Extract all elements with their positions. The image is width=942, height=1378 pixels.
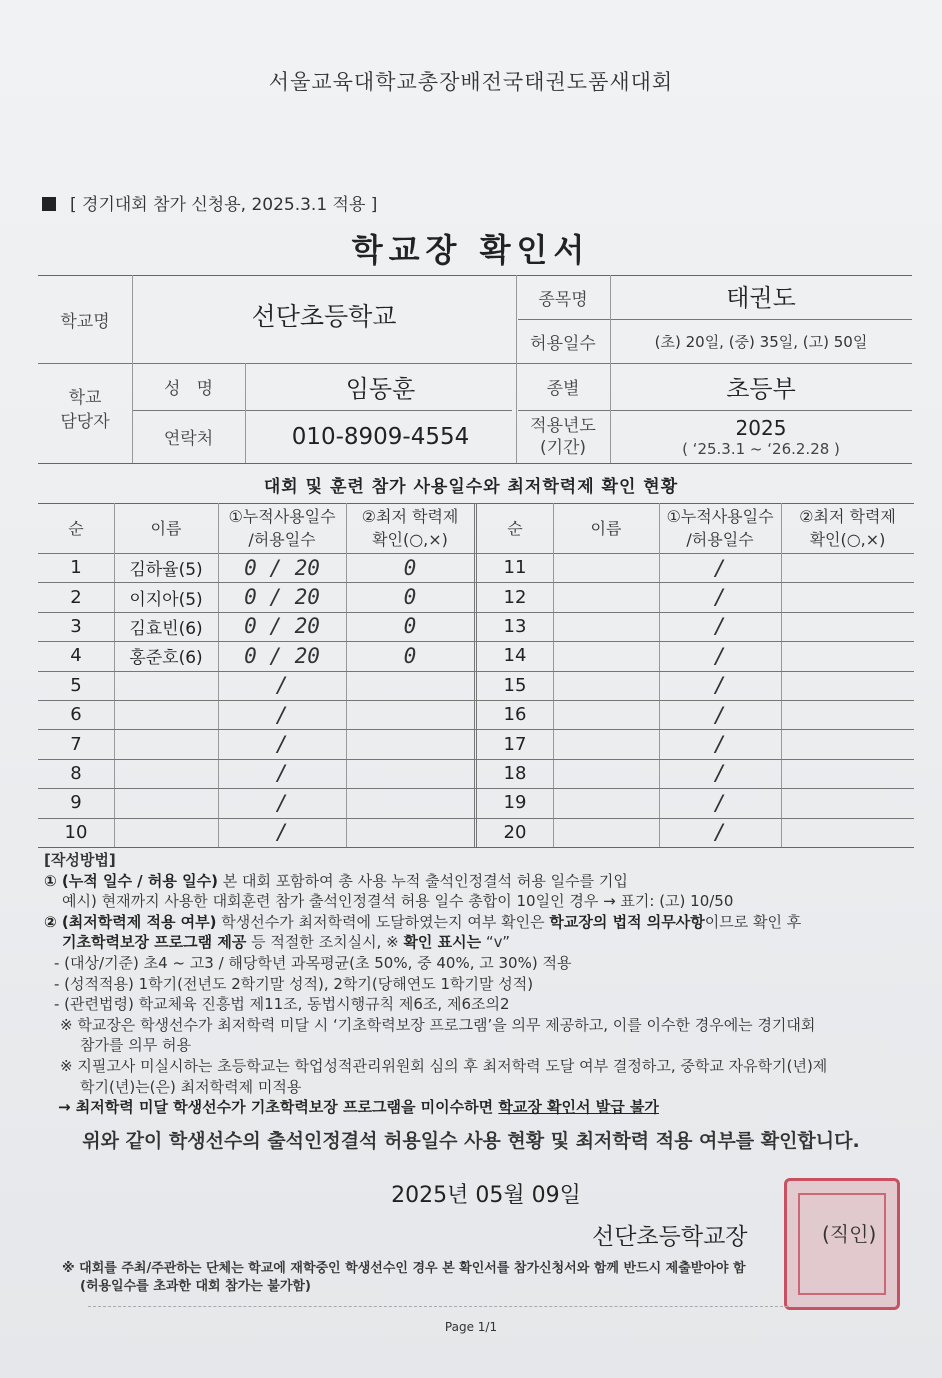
note-grades: - (성적적용) 1학기(전년도 2학기말 성적), 2학기(당해연도 1학기말 성적) xyxy=(54,974,534,993)
right-row-1-name xyxy=(553,553,659,582)
right-row-10-no: 20 xyxy=(503,821,527,843)
right-row-7-days: / xyxy=(713,732,727,757)
right-row-7-name xyxy=(553,729,659,758)
right-row-1-check xyxy=(781,553,914,582)
right-row-8-days: / xyxy=(713,761,727,786)
left-row-1-check: 0 xyxy=(403,555,417,580)
note2-bold: ② (최저학력제 적용 여부) xyxy=(44,912,217,931)
contact-value: 010-8909-4554 xyxy=(291,423,470,450)
note1-bold: ① (누적 일수 / 허용 일수) xyxy=(44,871,218,890)
left-row-6-no: 6 xyxy=(70,704,82,726)
right-row-9-days: / xyxy=(713,790,727,815)
right-row-9-no: 19 xyxy=(503,792,527,814)
left-row-10-name xyxy=(114,818,218,847)
note-exam-a: ※ 지필고사 미실시하는 초등학교는 학업성적관리위원회 심의 후 최저학력 도달 여부 결정하고, 중학교 자유학기(년)제 xyxy=(60,1056,828,1075)
seal-label: (직인) xyxy=(822,1222,877,1246)
left-row-6-days: / xyxy=(275,702,289,727)
left-row-8-days: / xyxy=(275,761,289,786)
left-row-4-name: 홍준호(6) xyxy=(129,648,203,669)
left-row-3-days: 0 / 20 xyxy=(244,614,320,639)
school-name-label: 학교명 xyxy=(60,311,110,332)
header-no: 순 xyxy=(68,518,84,538)
header-no-right: 순 xyxy=(507,518,523,538)
right-row-3-name xyxy=(553,612,659,641)
header-check: ②최저 학력제 확인(○,×) xyxy=(361,507,459,549)
left-row-2-days: 0 / 20 xyxy=(244,585,320,610)
year-period: ( ‘25.3.1 ~ ‘26.2.28 ) xyxy=(682,439,840,458)
instructions xyxy=(44,850,924,1118)
note-exam-b: 학기(년)는(은) 최저학력제 미적용 xyxy=(80,1077,302,1096)
right-row-2-check xyxy=(781,582,914,611)
right-row-4-check xyxy=(781,641,914,670)
left-row-7-check xyxy=(346,729,474,758)
right-row-10-name xyxy=(553,818,659,847)
note2b-text: 등 적절한 조치실시, ※ xyxy=(246,933,404,952)
header-days-right: ①누적사용일수 /허용일수 xyxy=(666,507,774,549)
left-row-9-check xyxy=(346,788,474,817)
header-check-right: ②최저 학력제 확인(○,×) xyxy=(799,507,896,549)
form-note xyxy=(42,190,377,215)
roster-section-title: 대회 및 훈련 참가 사용일수와 최저학력제 확인 현황 xyxy=(263,477,679,497)
principal-signature: 선단초등학교장 xyxy=(592,1224,748,1250)
right-row-9-name xyxy=(553,788,659,817)
left-row-5-check xyxy=(346,671,474,700)
right-row-5-check xyxy=(781,671,914,700)
left-row-6-check xyxy=(346,700,474,729)
confirmation-statement: 위와 같이 학생선수의 출석인정결석 허용일수 사용 현황 및 최저학력 적용 여부를 확인합니다. xyxy=(82,1130,860,1152)
bullet-square-icon xyxy=(42,197,56,211)
right-row-4-name xyxy=(553,641,659,670)
form-note-text: [ 경기대회 참가 신청용, 2025.3.1 적용 ] xyxy=(70,195,378,215)
contact-label: 연락처 xyxy=(163,429,214,449)
year-label: 적용년도 (기간) xyxy=(530,415,596,458)
left-row-3-check: 0 xyxy=(403,614,417,639)
note-final-a: → 최저학력 미달 학생선수가 기초학력보장 프로그램을 미이수하면 xyxy=(58,1098,499,1117)
allowed-days-label: 허용일수 xyxy=(530,333,596,354)
name-label: 성 명 xyxy=(163,379,214,399)
right-row-5-days: / xyxy=(713,673,727,698)
left-row-5-no: 5 xyxy=(70,674,82,696)
right-row-10-check xyxy=(781,818,914,847)
left-row-7-days: / xyxy=(275,732,289,757)
note-law: - (관련법령) 학교체육 진흥법 제11조, 동법시행규칙 제6조, 제6조의2 xyxy=(54,995,510,1014)
header-days: ①누적사용일수 /허용일수 xyxy=(228,507,336,549)
left-row-4-no: 4 xyxy=(70,645,82,667)
right-row-10-days: / xyxy=(713,820,727,845)
right-row-1-days: / xyxy=(713,555,727,580)
document-title: 학교장 확인서 xyxy=(351,231,591,269)
note-final-b: 학교장 확인서 발급 불가 xyxy=(498,1098,659,1117)
left-row-2-no: 2 xyxy=(70,586,82,608)
right-row-6-no: 16 xyxy=(503,704,527,726)
note2-text: 학생선수가 최저학력에 도달하였는지 여부 확인은 xyxy=(216,912,550,931)
year-cell xyxy=(610,410,912,463)
note2-end: 이므로 확인 후 xyxy=(704,912,802,931)
note-target: - (대상/기준) 초4 ~ 고3 / 해당학년 과목평균(초 50%, 중 40%, 고 30%) 적용 xyxy=(54,953,572,972)
left-row-2-name: 이지아(5) xyxy=(129,589,203,610)
left-row-7-name xyxy=(114,729,218,758)
note1-text: 본 대회 포함하여 총 사용 누적 출석인정결석 허용 일수를 기입 xyxy=(217,871,628,890)
left-row-4-check: 0 xyxy=(403,643,417,668)
left-row-4-days: 0 / 20 xyxy=(244,643,320,668)
manager-name-value: 임동훈 xyxy=(345,375,416,403)
right-row-6-check xyxy=(781,700,914,729)
left-row-5-days: / xyxy=(275,673,289,698)
right-row-8-no: 18 xyxy=(503,762,527,784)
note2b-end: “v” xyxy=(481,933,511,952)
left-row-9-no: 9 xyxy=(70,792,82,814)
left-row-10-check xyxy=(346,818,474,847)
left-row-7-no: 7 xyxy=(70,733,82,755)
event-label: 종목명 xyxy=(538,289,588,310)
note2b-bold: 기초학력보장 프로그램 제공 xyxy=(62,933,247,952)
left-row-8-name xyxy=(114,759,218,788)
right-row-4-no: 14 xyxy=(503,645,527,667)
event-title: 서울교육대학교총장배전국태권도품새대회 xyxy=(268,70,674,94)
footnote xyxy=(62,1260,912,1296)
page-number: Page 1/1 xyxy=(444,1320,498,1334)
note2b-bold2: 확인 표시는 xyxy=(403,933,482,952)
year-value: 2025 xyxy=(735,415,787,440)
left-row-5-name xyxy=(114,671,218,700)
note-principal-a: ※ 학교장은 학생선수가 최저학력 미달 시 ‘기초학력보장 프로그램’을 의무 제공하고, 이를 이수한 경우에는 경기대회 xyxy=(60,1015,816,1034)
footnote-line-2: (허용일수를 초과한 대회 참가는 불가함) xyxy=(80,1279,311,1294)
header-name: 이름 xyxy=(150,518,182,538)
right-row-3-days: / xyxy=(713,614,727,639)
right-row-8-check xyxy=(781,759,914,788)
event-value: 태권도 xyxy=(726,283,796,312)
right-row-7-check xyxy=(781,729,914,758)
left-row-2-check: 0 xyxy=(403,585,417,610)
header-name-right: 이름 xyxy=(590,518,622,538)
right-row-6-name xyxy=(553,700,659,729)
school-manager-label: 학교 담당자 xyxy=(60,388,110,432)
division-value: 초등부 xyxy=(726,375,796,403)
dashed-divider xyxy=(88,1306,788,1307)
roster-table xyxy=(38,503,914,847)
right-row-9-check xyxy=(781,788,914,817)
left-row-10-days: / xyxy=(275,820,289,845)
instructions-heading: [작성방법] xyxy=(44,851,116,869)
right-row-2-days: / xyxy=(713,585,727,610)
right-row-2-no: 12 xyxy=(503,586,527,608)
division-label: 종별 xyxy=(546,379,580,399)
right-row-3-no: 13 xyxy=(503,615,527,637)
left-row-3-no: 3 xyxy=(70,615,82,637)
note1-example: 예시) 현재까지 사용한 대회훈련 참가 출석인정결석 허용 일수 총합이 10일인 경우 → 표기: (고) 10/50 xyxy=(62,892,734,911)
left-row-8-check xyxy=(346,759,474,788)
right-row-7-no: 17 xyxy=(503,733,527,755)
allowed-days-value: (초) 20일, (중) 35일, (고) 50일 xyxy=(654,332,868,351)
left-row-9-days: / xyxy=(275,790,289,815)
right-row-8-name xyxy=(553,759,659,788)
note2-bold2: 학교장의 법적 의무사항 xyxy=(549,912,705,931)
left-row-1-name: 김하율(5) xyxy=(129,560,203,581)
left-row-6-name xyxy=(114,700,218,729)
right-row-5-no: 15 xyxy=(503,674,527,696)
left-row-3-name: 김효빈(6) xyxy=(129,618,203,639)
note-principal-b: 참가를 의무 허용 xyxy=(80,1036,191,1055)
right-row-1-no: 11 xyxy=(503,557,527,579)
info-table xyxy=(38,275,912,463)
left-row-10-no: 10 xyxy=(64,821,88,843)
right-row-4-days: / xyxy=(713,643,727,668)
left-row-1-days: 0 / 20 xyxy=(244,555,320,580)
issue-date: 2025년 05월 09일 xyxy=(391,1183,581,1208)
left-row-9-name xyxy=(114,788,218,817)
school-name-value: 선단초등학교 xyxy=(251,302,397,331)
left-row-1-no: 1 xyxy=(70,557,82,579)
left-row-8-no: 8 xyxy=(70,762,82,784)
right-row-3-check xyxy=(781,612,914,641)
right-row-2-name xyxy=(553,582,659,611)
right-row-6-days: / xyxy=(713,702,727,727)
footnote-line-1: ※ 대회를 주최/주관하는 단체는 학교에 재학중인 학생선수인 경우 본 확인서를 참가신청서와 함께 반드시 제출받아야 함 xyxy=(62,1261,746,1276)
right-row-5-name xyxy=(553,671,659,700)
